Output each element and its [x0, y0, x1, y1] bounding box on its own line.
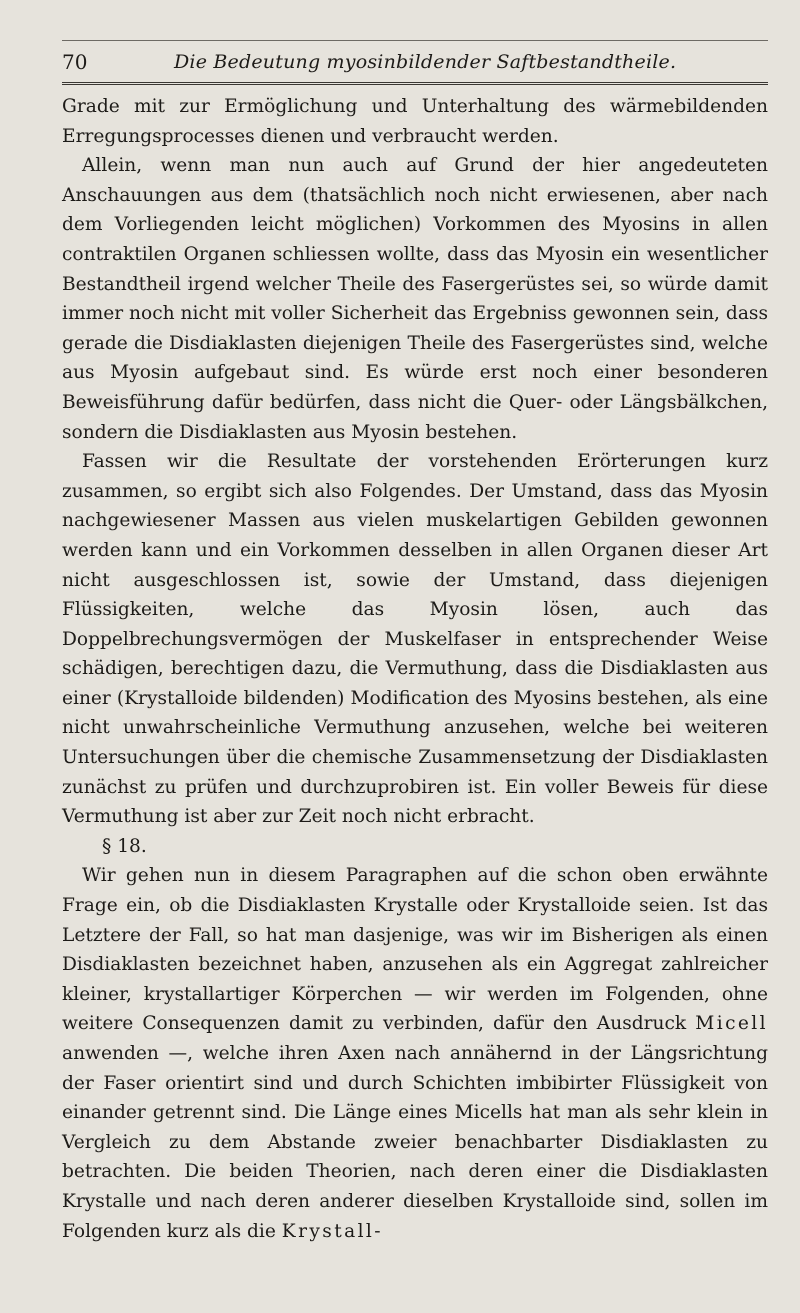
top-rule: [62, 40, 768, 41]
paragraph-allein: Allein, wenn man nun auch auf Grund der hier angedeuteten Anschauungen aus dem (thatsächlich noch nicht erwiesenen, aber nach dem Vorliegenden leicht möglichen) Vorkommen des Myosins in allen contraktilen Organen schliessen wollte, dass das Myosin ein wesentlicher Bestandtheil irgend welcher Theile des Fasergerüstes sei, so würde damit immer noch nicht mit voller Sicherheit das Ergebniss gewonnen sein, dass gerade die Disdiaklasten diejenigen Theile des Fasergerüstes sind, welche aus Myosin aufgebaut sind. Es würde erst noch einer besonderen Beweisführung dafür bedürfen, dass nicht die Quer- oder Längsbälkchen, sondern die Disdiaklasten aus Myosin bestehen.: [62, 155, 768, 443]
page-body: [62, 92, 768, 1246]
section-heading: § 18.: [102, 835, 147, 857]
page-number: 70: [62, 50, 88, 74]
term-krystall: Krystall-: [281, 1220, 383, 1242]
paragraph-summary: Fassen wir die Resultate der vorstehenden Erörterungen kurz zusammen, so ergibt sich also Folgendes. Der Umstand, dass das Myosin nachgewiesener Massen aus vielen muskelartigen Gebilden gewonnen werden kann und ein Vorkommen desselben in allen Organen dieser Art nicht ausgeschlossen ist, sowie der Umstand, dass diejenigen Flüssigkeiten, welche das Myosin lösen, auch das Doppelbrechungsvermögen der Muskelfaser in entsprechender Weise schädigen, berechtigen dazu, die Vermuthung, dass die Disdiaklasten aus einer (Krystalloide bildenden) Modification des Myosins bestehen, als eine nicht unwahrscheinliche Vermuthung anzusehen, welche bei weiteren Untersuchungen über die chemische Zusammensetzung der Disdiaklasten zunächst zu prüfen und durchzuprobiren ist. Ein voller Beweis für diese Vermuthung ist aber zur Zeit noch nicht erbracht.: [62, 451, 768, 828]
paragraph-section-18-text-b: anwenden —, welche ihren Axen nach annähernd in der Längsrichtung der Faser orientirt sind und durch Schichten imbibirter Flüssigkeit von einander getrennt sind. Die Länge eines Micells hat man als sehr klein in Vergleich zu dem Abstande zweier benachbarter Disdiaklasten zu betrachten. Die beiden Theorien, nach deren einer die Disdiaklasten Krystalle und nach deren anderer dieselben Krystalloide sind, sollen im Folgenden kurz als die: [62, 1043, 768, 1242]
paragraph-section-18: [62, 861, 768, 1246]
running-title: Die Bedeutung myosinbildender Saftbestandtheile.: [174, 51, 677, 73]
term-micell: Micell: [695, 1013, 768, 1035]
paragraph-continuation: Grade mit zur Ermöglichung und Unterhaltung des wärmebildenden Erregungsprocesses dienen und verbraucht werden.: [62, 96, 768, 147]
paragraph-section-18-text-a: Wir gehen nun in diesem Paragraphen auf die schon oben erwähnte Frage ein, ob die Disdiaklasten Krystalle oder Krystalloide seien. Ist das Letztere der Fall, so hat man dasjenige, was wir im Bisherigen als einen Disdiaklasten bezeichnet haben, anzusehen als ein Aggregat zahlreicher kleiner, krystallartiger Körperchen — wir werden im Folgenden, ohne weitere Consequenzen damit zu verbinden, dafür den Ausdruck: [62, 865, 768, 1035]
page-header: [62, 48, 768, 78]
header-rule: [62, 82, 768, 85]
